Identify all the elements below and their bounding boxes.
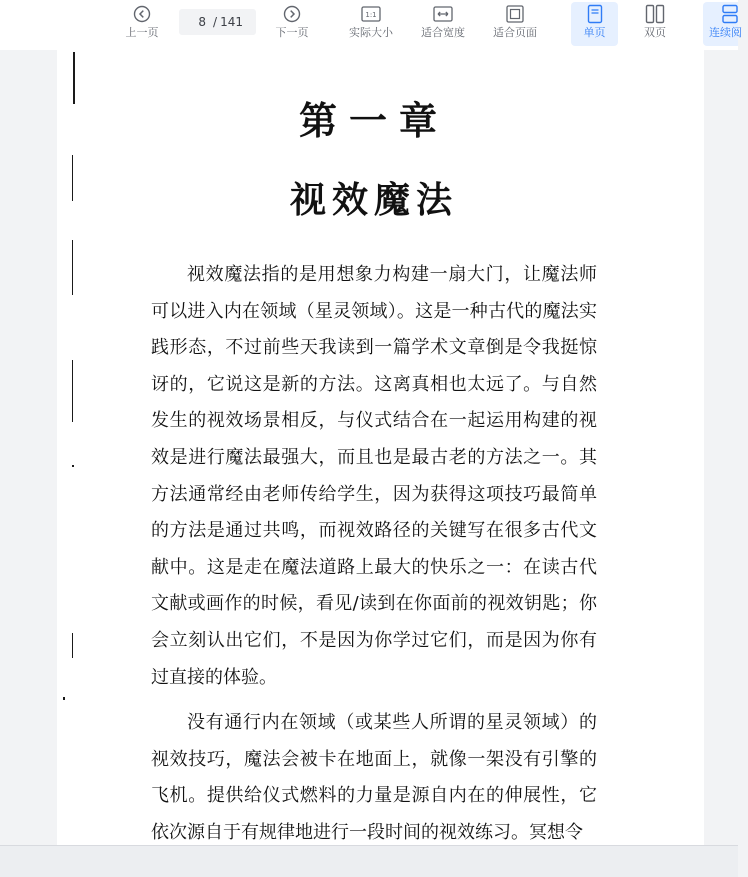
chapter-number: 第一章 [298,98,449,143]
chevron-right-circle-icon [283,2,301,26]
actual-size-button[interactable] [344,2,398,46]
page-separator: / [213,15,218,29]
total-pages: 141 [220,15,243,29]
double-page-label: 双页 [644,26,666,39]
document-viewer[interactable] [0,50,738,845]
prev-page-label: 上一页 [125,26,159,39]
double-page-icon [645,2,665,26]
body-paragraph: 没有通行内在领域（或某些人所谓的星灵领域）的视效技巧，魔法会被卡在地面上，就像一架没有引擎的飞机。提供给仪式燃料的力量是源自内在的伸展性，它依次源自于有规律地进行一段时间的视效练习。冥想令 [151,712,597,843]
status-bar [0,845,738,877]
actual-size-icon [361,2,381,26]
fit-width-label: 适合宽度 [421,26,465,39]
scan-edge-mark [72,633,73,658]
page-indicator [179,9,256,35]
current-page-input[interactable] [192,15,206,29]
next-page-label: 下一页 [275,26,309,39]
fit-width-icon [433,2,453,26]
fit-width-button[interactable] [416,2,470,46]
scan-edge-mark [63,697,65,700]
single-page-button[interactable] [571,2,618,46]
prev-page-button[interactable] [121,2,163,46]
scan-edge-mark [72,465,74,467]
fit-page-label: 适合页面 [493,26,537,39]
scan-edge-mark [72,240,73,295]
continuous-scroll-icon [703,2,739,26]
document-page [57,50,704,850]
reader-toolbar [0,0,742,50]
continuous-scroll-button[interactable] [703,2,742,46]
chapter-title: 视效魔法 [289,179,458,221]
continuous-scroll-label: 连续阅 [709,26,742,39]
actual-size-icon-text: 1:1 [365,11,377,19]
next-page-button[interactable] [271,2,313,46]
actual-size-label: 实际大小 [349,26,393,39]
double-page-button[interactable] [633,2,677,46]
single-page-label: 单页 [583,26,606,39]
fit-page-button[interactable] [488,2,542,46]
fit-page-icon [505,2,525,26]
scan-edge-mark [72,360,73,422]
body-paragraph: 视效魔法指的是用想象力构建一扇大门，让魔法师可以进入内在领域（星灵领域）。这是一种古代的魔法实践形态，不过前些天我读到一篇学术文章倒是令我挺惊讶的，它说这是新的方法。这离真相也太远了。与自然发生的视效场景相反，与仪式结合在一起运用构建的视效是进行魔法最强大，而且也是最古老的方法之一。其方法通常经由老师传给学生，因为获得这项技巧最简单的方法是通过共鸣，而视效路径的关键写在很多古代文献中。这是走在魔法道路上最大的快乐之一：在读古代文献或画作的时候，看见/读到在你面前的视效钥匙；你会立刻认出它们，不是因为你学过它们，而是因为你有过直接的体验。 [151,264,597,688]
single-page-icon [587,2,603,26]
chevron-left-circle-icon [133,2,151,26]
